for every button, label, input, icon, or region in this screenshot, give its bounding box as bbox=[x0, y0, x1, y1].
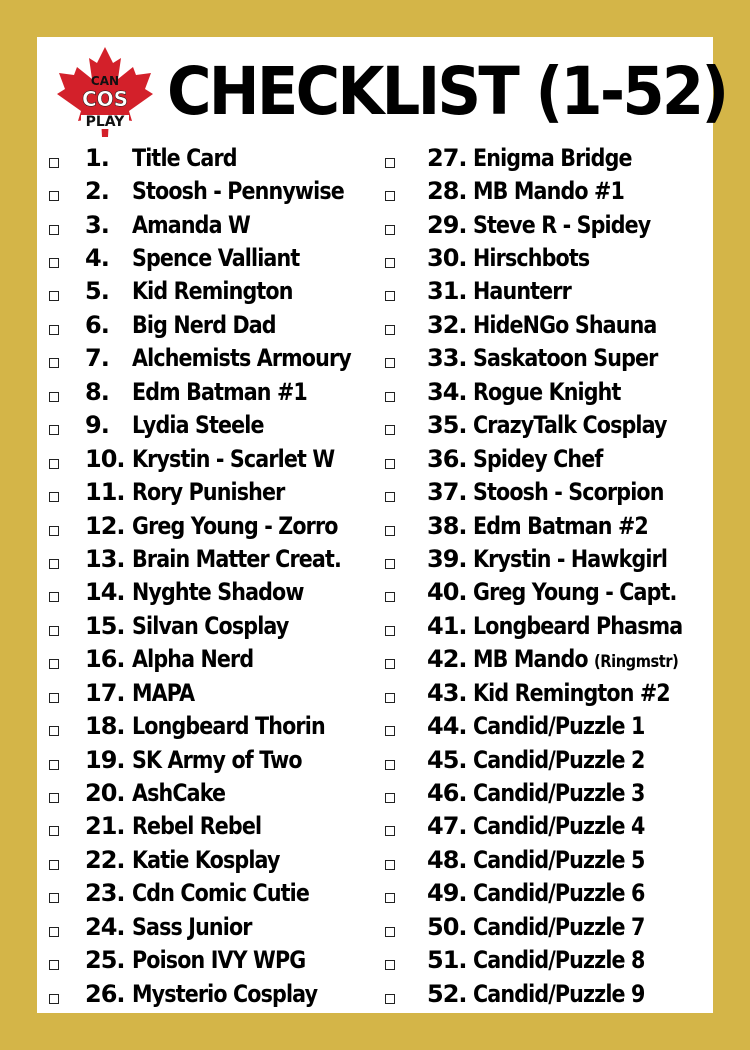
checklist-item bbox=[47, 609, 377, 642]
item-name-text: MAPA bbox=[132, 678, 195, 707]
checkbox[interactable] bbox=[49, 392, 59, 402]
item-number: 41. bbox=[427, 611, 467, 640]
checklist-item bbox=[47, 643, 377, 676]
checklist-item bbox=[383, 509, 711, 542]
checklist-item bbox=[47, 342, 377, 375]
item-name bbox=[473, 846, 645, 874]
checklist-item bbox=[47, 308, 377, 341]
item-name bbox=[473, 244, 589, 272]
checkbox[interactable] bbox=[385, 826, 395, 836]
item-name-text: Candid/Puzzle 9 bbox=[473, 979, 645, 1008]
item-name-text: Alpha Nerd bbox=[132, 645, 254, 674]
item-name-text: Longbeard Thorin bbox=[132, 712, 325, 741]
item-name-text: Edm Batman #1 bbox=[132, 377, 307, 406]
item-number: 36. bbox=[427, 444, 467, 473]
checkbox[interactable] bbox=[385, 860, 395, 870]
item-name-text: Rogue Knight bbox=[473, 377, 621, 406]
checkbox[interactable] bbox=[49, 659, 59, 669]
checkbox[interactable] bbox=[49, 826, 59, 836]
item-name-text: CrazyTalk Cosplay bbox=[473, 411, 667, 440]
item-name bbox=[132, 645, 253, 673]
item-number: 9. bbox=[85, 411, 109, 440]
item-name-text: Title Card bbox=[132, 143, 237, 172]
item-name-text: Cdn Comic Cutie bbox=[132, 879, 310, 908]
checklist-item bbox=[47, 208, 377, 241]
item-name-text: Lydia Steele bbox=[132, 411, 264, 440]
item-name bbox=[132, 846, 280, 874]
item-name bbox=[473, 980, 645, 1008]
checklist-item bbox=[383, 141, 711, 174]
checklist-item bbox=[383, 475, 711, 508]
item-name bbox=[132, 144, 237, 172]
item-name bbox=[473, 578, 676, 606]
checkbox[interactable] bbox=[49, 626, 59, 636]
checkbox[interactable] bbox=[385, 726, 395, 736]
item-number: 44. bbox=[427, 712, 467, 741]
item-name bbox=[473, 211, 650, 239]
checklist-item bbox=[383, 208, 711, 241]
item-name-text: Edm Batman #2 bbox=[473, 511, 648, 540]
item-name bbox=[132, 244, 299, 272]
checkbox[interactable] bbox=[49, 492, 59, 502]
item-number: 2. bbox=[85, 177, 109, 206]
checkbox[interactable] bbox=[385, 893, 395, 903]
checklist-item bbox=[47, 944, 377, 977]
item-name-text: Sass Junior bbox=[132, 912, 252, 941]
checklist-card bbox=[37, 37, 727, 1013]
item-number: 39. bbox=[427, 544, 467, 573]
item-number: 28. bbox=[427, 177, 467, 206]
item-name bbox=[473, 177, 624, 205]
checklist-item bbox=[47, 475, 377, 508]
checklist-item bbox=[383, 910, 711, 943]
item-number: 43. bbox=[427, 678, 467, 707]
checklist-item bbox=[47, 275, 377, 308]
item-name bbox=[132, 478, 284, 506]
item-number: 10. bbox=[85, 444, 125, 473]
item-number: 18. bbox=[85, 712, 125, 741]
logo-text-cos: COS bbox=[81, 87, 129, 111]
item-number: 16. bbox=[85, 645, 125, 674]
checkbox[interactable] bbox=[49, 325, 59, 335]
checkbox[interactable] bbox=[49, 459, 59, 469]
item-name bbox=[473, 445, 602, 473]
item-name-text: Krystin - Hawkgirl bbox=[473, 544, 668, 573]
checkbox[interactable] bbox=[49, 592, 59, 602]
checklist-item bbox=[383, 776, 711, 809]
checkbox[interactable] bbox=[385, 358, 395, 368]
item-number: 24. bbox=[85, 912, 125, 941]
item-name bbox=[473, 411, 667, 439]
item-name-text: Greg Young - Capt. bbox=[473, 578, 677, 607]
item-number: 8. bbox=[85, 377, 109, 406]
checkbox[interactable] bbox=[385, 994, 395, 1004]
item-name bbox=[132, 612, 288, 640]
checklist-item bbox=[47, 910, 377, 943]
item-number: 13. bbox=[85, 544, 125, 573]
item-name-text: Enigma Bridge bbox=[473, 143, 632, 172]
checklist-column-right bbox=[383, 141, 711, 1010]
item-name bbox=[132, 980, 317, 1008]
item-name-text: Hirschbots bbox=[473, 244, 590, 273]
checklist-item bbox=[47, 542, 377, 575]
item-name-text: Mysterio Cosplay bbox=[132, 979, 318, 1008]
checklist-item bbox=[383, 342, 711, 375]
checklist-item bbox=[383, 843, 711, 876]
checkbox[interactable] bbox=[49, 793, 59, 803]
checklist-item bbox=[383, 308, 711, 341]
checklist-item bbox=[383, 442, 711, 475]
item-number: 19. bbox=[85, 745, 125, 774]
item-name-text: Spence Valliant bbox=[132, 244, 300, 273]
checkbox[interactable] bbox=[385, 325, 395, 335]
checklist-item bbox=[383, 977, 711, 1010]
checklist-item bbox=[383, 877, 711, 910]
item-number: 5. bbox=[85, 277, 109, 306]
item-number: 48. bbox=[427, 845, 467, 874]
checkbox[interactable] bbox=[385, 258, 395, 268]
checkbox[interactable] bbox=[385, 592, 395, 602]
checkbox[interactable] bbox=[385, 425, 395, 435]
item-name bbox=[473, 913, 645, 941]
item-name-text: Silvan Cosplay bbox=[132, 611, 289, 640]
item-name-text: Rebel Rebel bbox=[132, 812, 262, 841]
item-name-text: Candid/Puzzle 5 bbox=[473, 845, 645, 874]
checkbox[interactable] bbox=[385, 526, 395, 536]
checklist-column-left bbox=[47, 141, 377, 1010]
item-number: 14. bbox=[85, 578, 125, 607]
checklist-item bbox=[383, 241, 711, 274]
checklist-item bbox=[383, 643, 711, 676]
checkbox[interactable] bbox=[385, 793, 395, 803]
checklist-item bbox=[383, 810, 711, 843]
checklist-item bbox=[383, 709, 711, 742]
item-name-text: Krystin - Scarlet W bbox=[132, 444, 335, 473]
checklist-item bbox=[47, 743, 377, 776]
checkbox[interactable] bbox=[49, 726, 59, 736]
item-name bbox=[473, 879, 645, 907]
checkbox[interactable] bbox=[385, 927, 395, 937]
item-name bbox=[132, 445, 334, 473]
item-number: 49. bbox=[427, 879, 467, 908]
item-name bbox=[473, 612, 682, 640]
item-name bbox=[132, 411, 264, 439]
checkbox[interactable] bbox=[49, 860, 59, 870]
item-name bbox=[473, 812, 645, 840]
checkbox[interactable] bbox=[385, 492, 395, 502]
item-name bbox=[473, 645, 678, 673]
checklist-item bbox=[47, 977, 377, 1010]
item-name-text: Candid/Puzzle 3 bbox=[473, 779, 645, 808]
item-name bbox=[132, 679, 194, 707]
item-name bbox=[132, 946, 305, 974]
item-name-text: MB Mando #1 bbox=[473, 177, 624, 206]
item-name-text: Candid/Puzzle 8 bbox=[473, 946, 645, 975]
checklist-item bbox=[383, 576, 711, 609]
item-name-text: Big Nerd Dad bbox=[132, 310, 276, 339]
checkbox[interactable] bbox=[49, 693, 59, 703]
item-name-text: Kid Remington #2 bbox=[473, 678, 670, 707]
item-number: 37. bbox=[427, 478, 467, 507]
checklist-item bbox=[383, 944, 711, 977]
checkbox[interactable] bbox=[49, 760, 59, 770]
item-name-text: Alchemists Armoury bbox=[132, 344, 351, 373]
checklist-item bbox=[47, 709, 377, 742]
item-number: 15. bbox=[85, 611, 125, 640]
checklist-item bbox=[383, 409, 711, 442]
item-number: 31. bbox=[427, 277, 467, 306]
checklist-item bbox=[47, 174, 377, 207]
checkbox[interactable] bbox=[385, 659, 395, 669]
item-number: 50. bbox=[427, 912, 467, 941]
item-name-text: Stoosh - Pennywise bbox=[132, 177, 344, 206]
item-name-text: Greg Young - Zorro bbox=[132, 511, 338, 540]
item-number: 7. bbox=[85, 344, 109, 373]
item-name-text: Longbeard Phasma bbox=[473, 611, 683, 640]
checkbox[interactable] bbox=[385, 459, 395, 469]
item-number: 12. bbox=[85, 511, 125, 540]
page-title: CHECKLIST (1-52) bbox=[167, 53, 727, 130]
checklist-item bbox=[47, 877, 377, 910]
checkbox[interactable] bbox=[49, 927, 59, 937]
item-number: 51. bbox=[427, 946, 467, 975]
item-number: 23. bbox=[85, 879, 125, 908]
logo-text-play: PLAY bbox=[81, 115, 129, 129]
item-name bbox=[473, 946, 645, 974]
item-number: 45. bbox=[427, 745, 467, 774]
item-name-text: Candid/Puzzle 7 bbox=[473, 912, 645, 941]
item-name-text: Nyghte Shadow bbox=[132, 578, 304, 607]
item-name bbox=[473, 512, 648, 540]
item-number: 3. bbox=[85, 210, 109, 239]
item-number: 22. bbox=[85, 845, 125, 874]
item-name-text: Amanda W bbox=[132, 210, 250, 239]
item-number: 40. bbox=[427, 578, 467, 607]
item-name bbox=[132, 344, 351, 372]
checklist-item bbox=[47, 576, 377, 609]
item-name bbox=[473, 478, 664, 506]
item-number: 34. bbox=[427, 377, 467, 406]
item-name-text: Saskatoon Super bbox=[473, 344, 658, 373]
checkbox[interactable] bbox=[385, 291, 395, 301]
item-number: 27. bbox=[427, 143, 467, 172]
checkbox[interactable] bbox=[385, 626, 395, 636]
checkbox[interactable] bbox=[49, 358, 59, 368]
checklist-item bbox=[47, 241, 377, 274]
checklist-item bbox=[47, 409, 377, 442]
item-name bbox=[132, 779, 225, 807]
item-name bbox=[132, 512, 338, 540]
item-name bbox=[473, 378, 621, 406]
item-name-suffix: (Ringmstr) bbox=[594, 652, 679, 673]
item-number: 47. bbox=[427, 812, 467, 841]
cancosplay-logo bbox=[55, 45, 155, 137]
checklist-item bbox=[383, 174, 711, 207]
checkbox[interactable] bbox=[385, 960, 395, 970]
item-number: 6. bbox=[85, 310, 109, 339]
checkbox[interactable] bbox=[385, 392, 395, 402]
checkbox[interactable] bbox=[385, 693, 395, 703]
item-name bbox=[132, 277, 293, 305]
item-number: 52. bbox=[427, 979, 467, 1008]
item-name bbox=[132, 746, 302, 774]
item-number: 21. bbox=[85, 812, 125, 841]
item-name bbox=[473, 545, 667, 573]
item-number: 46. bbox=[427, 779, 467, 808]
item-name-text: Brain Matter Creat. bbox=[132, 544, 341, 573]
checkbox[interactable] bbox=[49, 191, 59, 201]
item-name-text: Poison IVY WPG bbox=[132, 946, 306, 975]
item-number: 35. bbox=[427, 411, 467, 440]
item-name bbox=[132, 311, 276, 339]
item-name bbox=[473, 712, 645, 740]
item-number: 1. bbox=[85, 143, 109, 172]
item-name-text: HideNGo Shauna bbox=[473, 310, 657, 339]
item-number: 30. bbox=[427, 244, 467, 273]
item-name bbox=[132, 712, 325, 740]
checkbox[interactable] bbox=[49, 291, 59, 301]
checklist-item bbox=[47, 843, 377, 876]
item-number: 11. bbox=[85, 478, 125, 507]
item-name bbox=[132, 879, 309, 907]
item-name bbox=[473, 344, 657, 372]
item-name-text: AshCake bbox=[132, 779, 226, 808]
checklist-item bbox=[47, 141, 377, 174]
item-number: 25. bbox=[85, 946, 125, 975]
checklist-item bbox=[47, 509, 377, 542]
checklist-item bbox=[383, 743, 711, 776]
item-number: 26. bbox=[85, 979, 125, 1008]
item-name-text: Kid Remington bbox=[132, 277, 293, 306]
item-name bbox=[132, 177, 344, 205]
item-name bbox=[132, 812, 261, 840]
item-name-text: Haunterr bbox=[473, 277, 571, 306]
item-name-text: MB Mando bbox=[473, 645, 588, 674]
checklist-item bbox=[383, 275, 711, 308]
item-name bbox=[132, 913, 252, 941]
item-name bbox=[132, 211, 250, 239]
checklist-item bbox=[383, 542, 711, 575]
item-number: 38. bbox=[427, 511, 467, 540]
item-name bbox=[473, 679, 670, 707]
item-name bbox=[132, 578, 304, 606]
checkbox[interactable] bbox=[385, 225, 395, 235]
item-name-text: Katie Kosplay bbox=[132, 845, 280, 874]
checkbox[interactable] bbox=[49, 425, 59, 435]
item-name bbox=[473, 144, 632, 172]
item-name bbox=[132, 545, 341, 573]
item-number: 4. bbox=[85, 244, 109, 273]
item-number: 17. bbox=[85, 678, 125, 707]
checklist-item bbox=[47, 810, 377, 843]
checkbox[interactable] bbox=[49, 994, 59, 1004]
checkbox[interactable] bbox=[385, 760, 395, 770]
item-name-text: Candid/Puzzle 4 bbox=[473, 812, 645, 841]
checklist-item bbox=[383, 676, 711, 709]
item-name-text: Candid/Puzzle 2 bbox=[473, 745, 645, 774]
item-number: 29. bbox=[427, 210, 467, 239]
item-name-text: Spidey Chef bbox=[473, 444, 603, 473]
checkbox[interactable] bbox=[49, 258, 59, 268]
item-number: 33. bbox=[427, 344, 467, 373]
logo-text-can: CAN bbox=[90, 74, 120, 88]
item-number: 32. bbox=[427, 310, 467, 339]
checkbox[interactable] bbox=[49, 158, 59, 168]
item-name bbox=[473, 311, 656, 339]
checkbox[interactable] bbox=[49, 225, 59, 235]
checkbox[interactable] bbox=[49, 960, 59, 970]
item-name-text: Candid/Puzzle 6 bbox=[473, 879, 645, 908]
checkbox[interactable] bbox=[49, 559, 59, 569]
item-name-text: Rory Punisher bbox=[132, 478, 285, 507]
checklist-item bbox=[383, 375, 711, 408]
item-name bbox=[473, 779, 645, 807]
checklist-item bbox=[47, 375, 377, 408]
checkbox[interactable] bbox=[385, 559, 395, 569]
checklist-item bbox=[47, 676, 377, 709]
item-name bbox=[473, 277, 571, 305]
item-number: 42. bbox=[427, 645, 467, 674]
checklist-item bbox=[383, 609, 711, 642]
item-name bbox=[473, 746, 645, 774]
item-name-text: SK Army of Two bbox=[132, 745, 302, 774]
item-name-text: Stoosh - Scorpion bbox=[473, 478, 664, 507]
checkbox[interactable] bbox=[385, 191, 395, 201]
checkbox[interactable] bbox=[385, 158, 395, 168]
item-name-text: Candid/Puzzle 1 bbox=[473, 712, 645, 741]
item-name-text: Steve R - Spidey bbox=[473, 210, 651, 239]
checklist-item bbox=[47, 776, 377, 809]
checkbox[interactable] bbox=[49, 526, 59, 536]
item-name bbox=[132, 378, 307, 406]
item-number: 20. bbox=[85, 779, 125, 808]
checkbox[interactable] bbox=[49, 893, 59, 903]
checklist-item bbox=[47, 442, 377, 475]
